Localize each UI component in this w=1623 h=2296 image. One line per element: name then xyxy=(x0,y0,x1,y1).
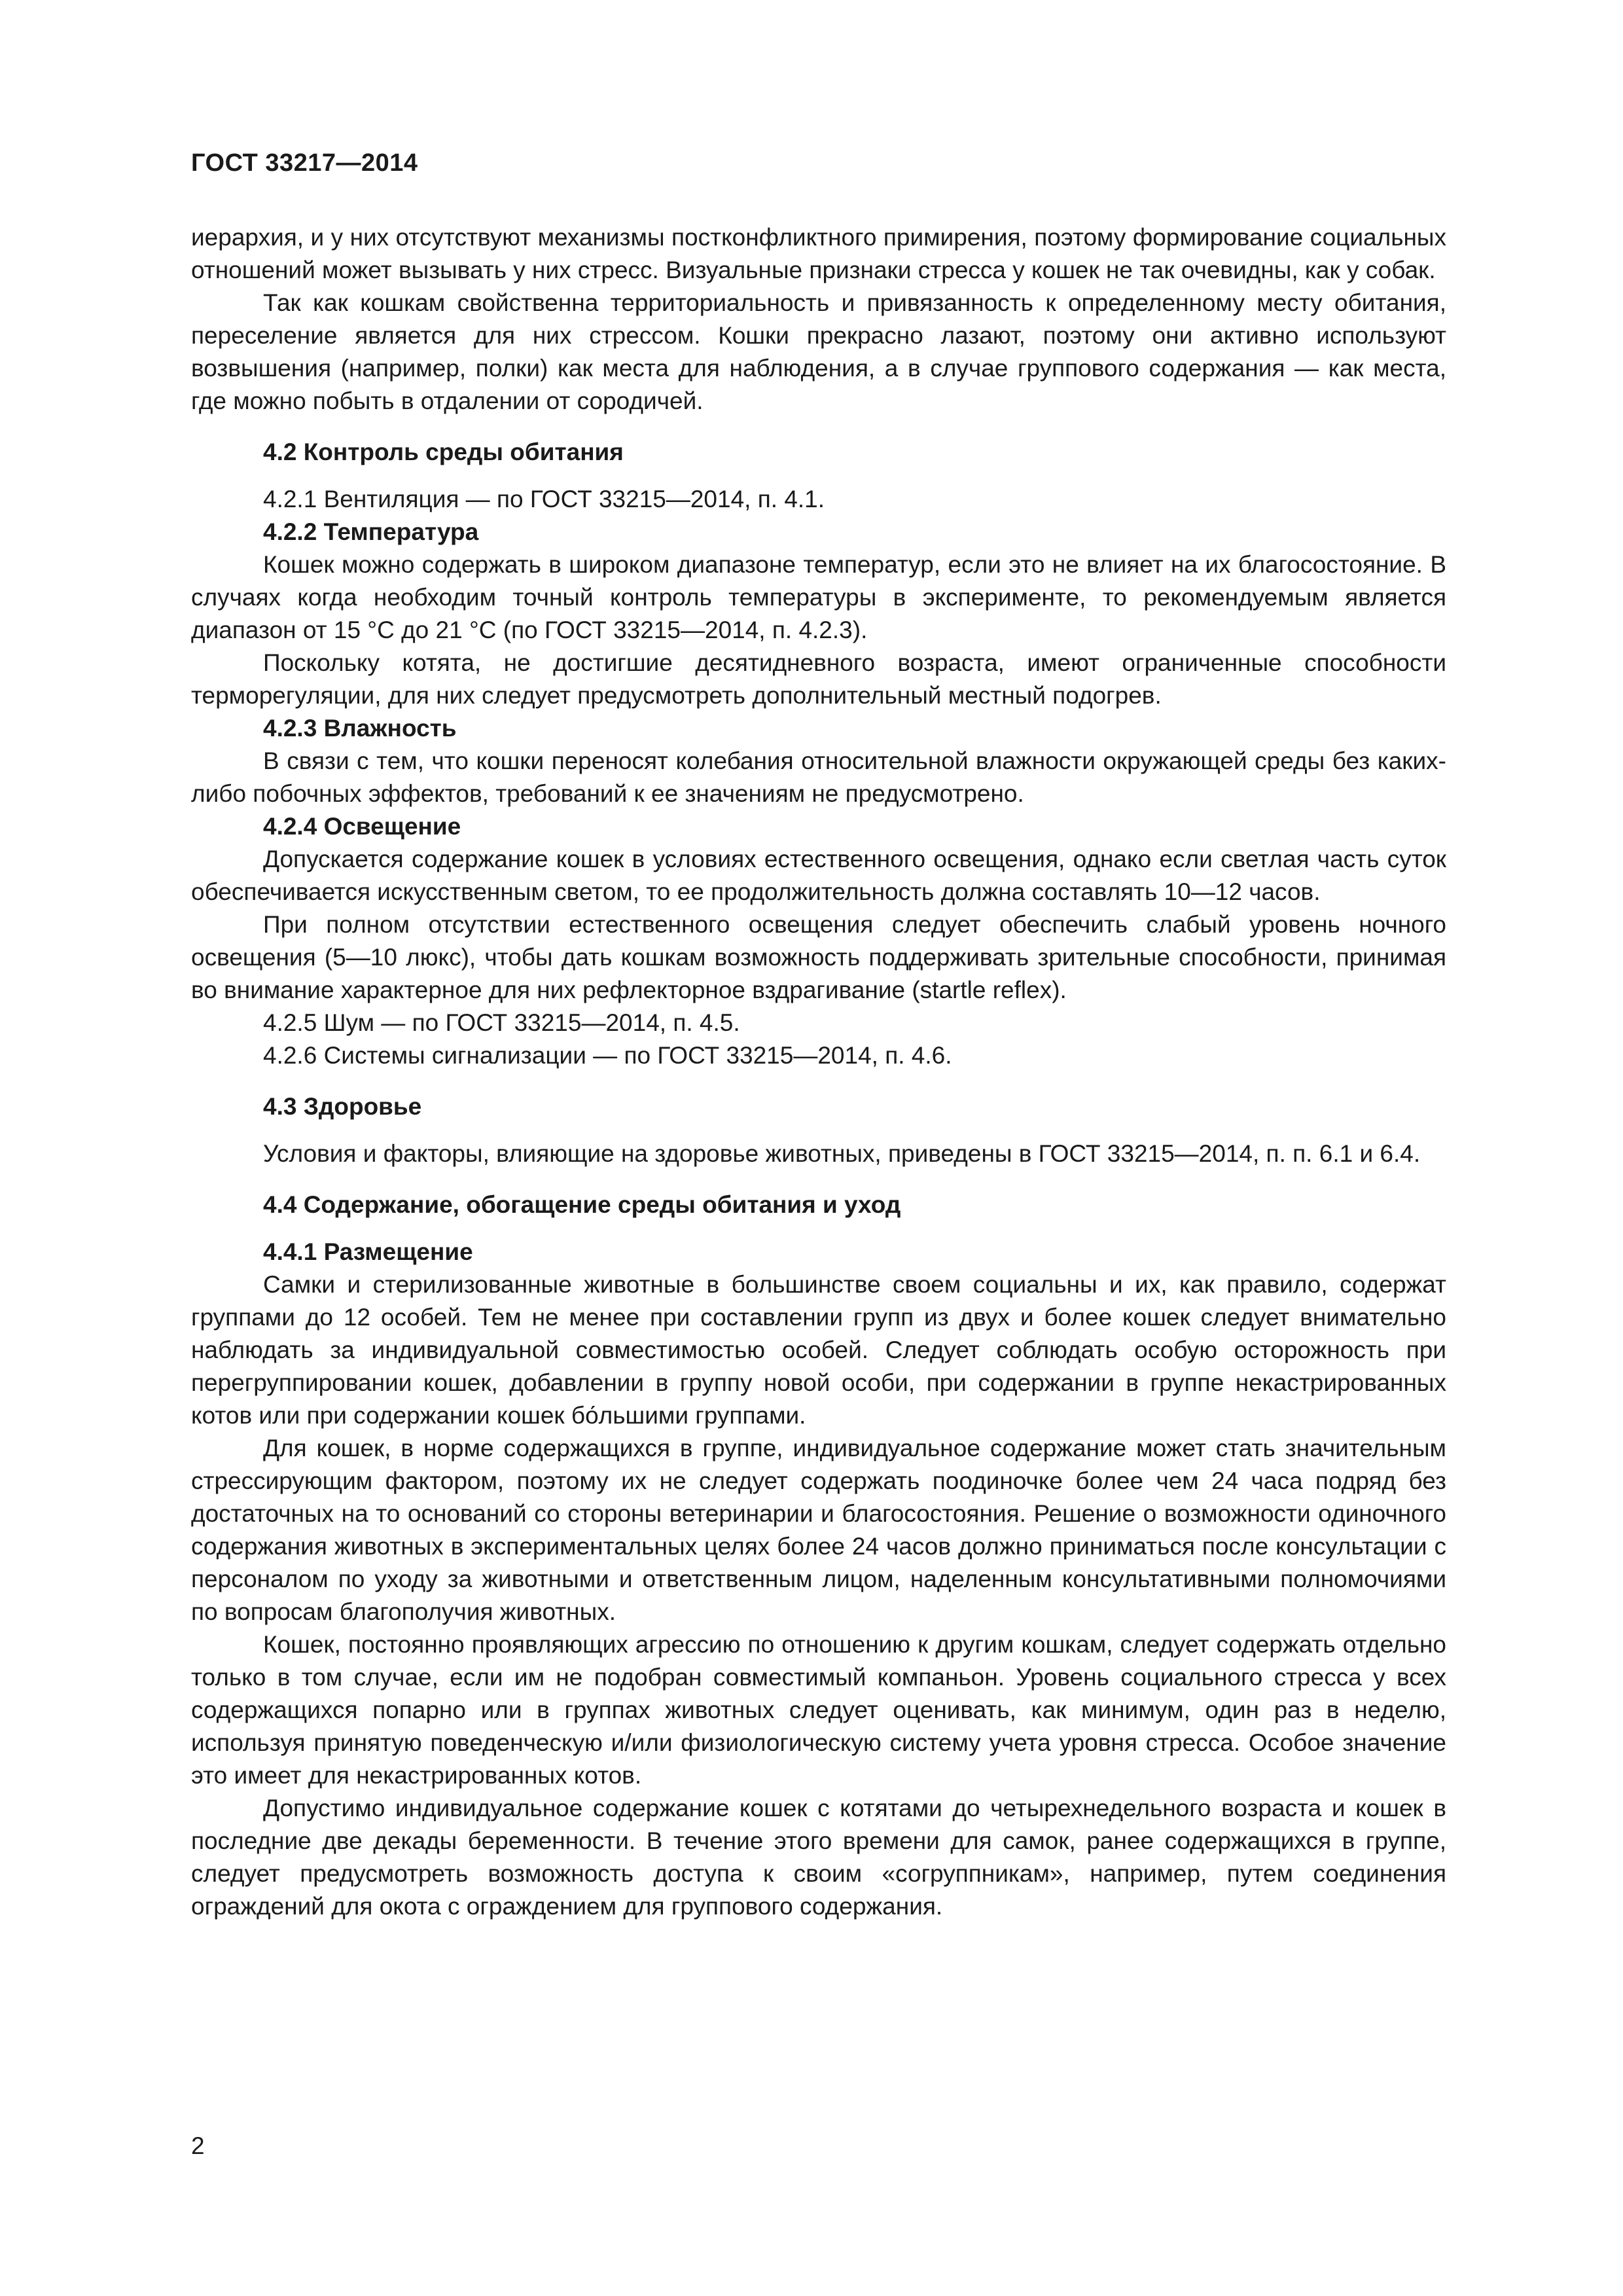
paragraph: Поскольку котята, не достигшие десятидневного возраста, имеют ограниченные способности терморегуляции, для них следует предусмотреть дополнительный местный подогрев. xyxy=(191,649,1446,709)
paragraph: Так как кошкам свойственна территориальность и привязанность к определенному месту обитания, переселение является для них стрессом. Кошки прекрасно лазают, поэтому они активно используют возвышения (например, полки) как места для наблюдения, а в случае группового содержания — как места, где можно побыть в отдалении от сородичей. xyxy=(191,289,1446,414)
paragraph: При полном отсутствии естественного освещения следует обеспечить слабый уровень ночного освещения (5—10 люкс), чтобы дать кошкам возможность поддерживать зрительные способности, принимая во внимание характерное для них рефлекторное вздрагивание (startle reflex). xyxy=(191,911,1446,1003)
document-body xyxy=(191,221,1446,1923)
paragraph: 4.2.6 Системы сигнализации — по ГОСТ 33215—2014, п. 4.6. xyxy=(263,1042,952,1069)
document-header: ГОСТ 33217—2014 xyxy=(191,149,418,177)
section-heading: 4.2 Контроль среды обитания xyxy=(263,439,624,465)
paragraph: Кошек можно содержать в широком диапазоне температур, если это не влияет на их благосостояние. В случаях когда необходим точный контроль температуры в эксперименте, то рекомендуемым является диапазон от 15 °С до 21 °С (по ГОСТ 33215—2014, п. 4.2.3). xyxy=(191,551,1446,643)
paragraph: Условия и факторы, влияющие на здоровье животных, приведены в ГОСТ 33215—2014, п. п. 6.1 и 6.4. xyxy=(263,1140,1421,1167)
paragraph: Для кошек, в норме содержащихся в группе, индивидуальное содержание может стать значительным стрессирующим фактором, поэтому их не следует содержать поодиночке более чем 24 часа подряд без достаточных на то оснований со стороны ветеринарии и благосостояния. Решение о возможности одиночного содержания животных в экспериментальных целях более 24 часов должно приниматься после консультации с персоналом по уходу за животными и ответственным лицом, наделенным консультативными полномочиями по вопросам благополучия животных. xyxy=(191,1435,1446,1625)
subsection-heading: 4.4.1 Размещение xyxy=(263,1238,473,1265)
paragraph: 4.2.5 Шум — по ГОСТ 33215—2014, п. 4.5. xyxy=(263,1009,740,1036)
subsection-heading: 4.2.2 Температура xyxy=(263,518,479,545)
subsection-heading: 4.2.3 Влажность xyxy=(263,715,457,742)
paragraph: Допустимо индивидуальное содержание кошек с котятами до четырехнедельного возраста и кошек в последние две декады беременности. В течение этого времени для самок, ранее содержащихся в группе, следует предусмотреть возможность доступа к своим «согруппникам», например, путем соединения ограждений для окота с ограждением для группового содержания. xyxy=(191,1795,1446,1920)
subsection-heading: 4.2.4 Освещение xyxy=(263,813,461,840)
paragraph: В связи с тем, что кошки переносят колебания относительной влажности окружающей среды без каких-либо побочных эффектов, требований к ее значениям не предусмотрено. xyxy=(191,747,1446,807)
paragraph: Кошек, постоянно проявляющих агрессию по отношению к другим кошкам, следует содержать отдельно только в том случае, если им не подобран совместимый компаньон. Уровень социального стресса у всех содержащихся попарно или в группах животных следует оценивать, как минимум, один раз в неделю, используя принятую поведенческую и/или физиологическую систему учета уровня стресса. Особое значение это имеет для некастрированных котов. xyxy=(191,1631,1446,1789)
paragraph: 4.2.1 Вентиляция — по ГОСТ 33215—2014, п. 4.1. xyxy=(263,486,825,512)
paragraph: иерархия, и у них отсутствуют механизмы постконфликтного примирения, поэтому формирование социальных отношений может вызывать у них стресс. Визуальные признаки стресса у кошек не так очевидны, как у собак. xyxy=(191,224,1446,283)
paragraph: Самки и стерилизованные животные в большинстве своем социальны и их, как правило, содержат группами до 12 особей. Тем не менее при составлении групп из двух и более кошек следует внимательно наблюдать за индивидуальной совместимостью особей. Следует соблюдать особую осторожность при перегруппировании кошек, добавлении в группу новой особи, при содержании в группе некастрированных котов или при содержании кошек бо́льшими группами. xyxy=(191,1271,1446,1429)
section-heading: 4.3 Здоровье xyxy=(263,1093,422,1120)
section-heading: 4.4 Содержание, обогащение среды обитания и уход xyxy=(263,1191,901,1218)
page-number: 2 xyxy=(191,2132,205,2159)
paragraph: Допускается содержание кошек в условиях естественного освещения, однако если светлая часть суток обеспечивается искусственным светом, то ее продолжительность должна составлять 10—12 часов. xyxy=(191,846,1446,905)
